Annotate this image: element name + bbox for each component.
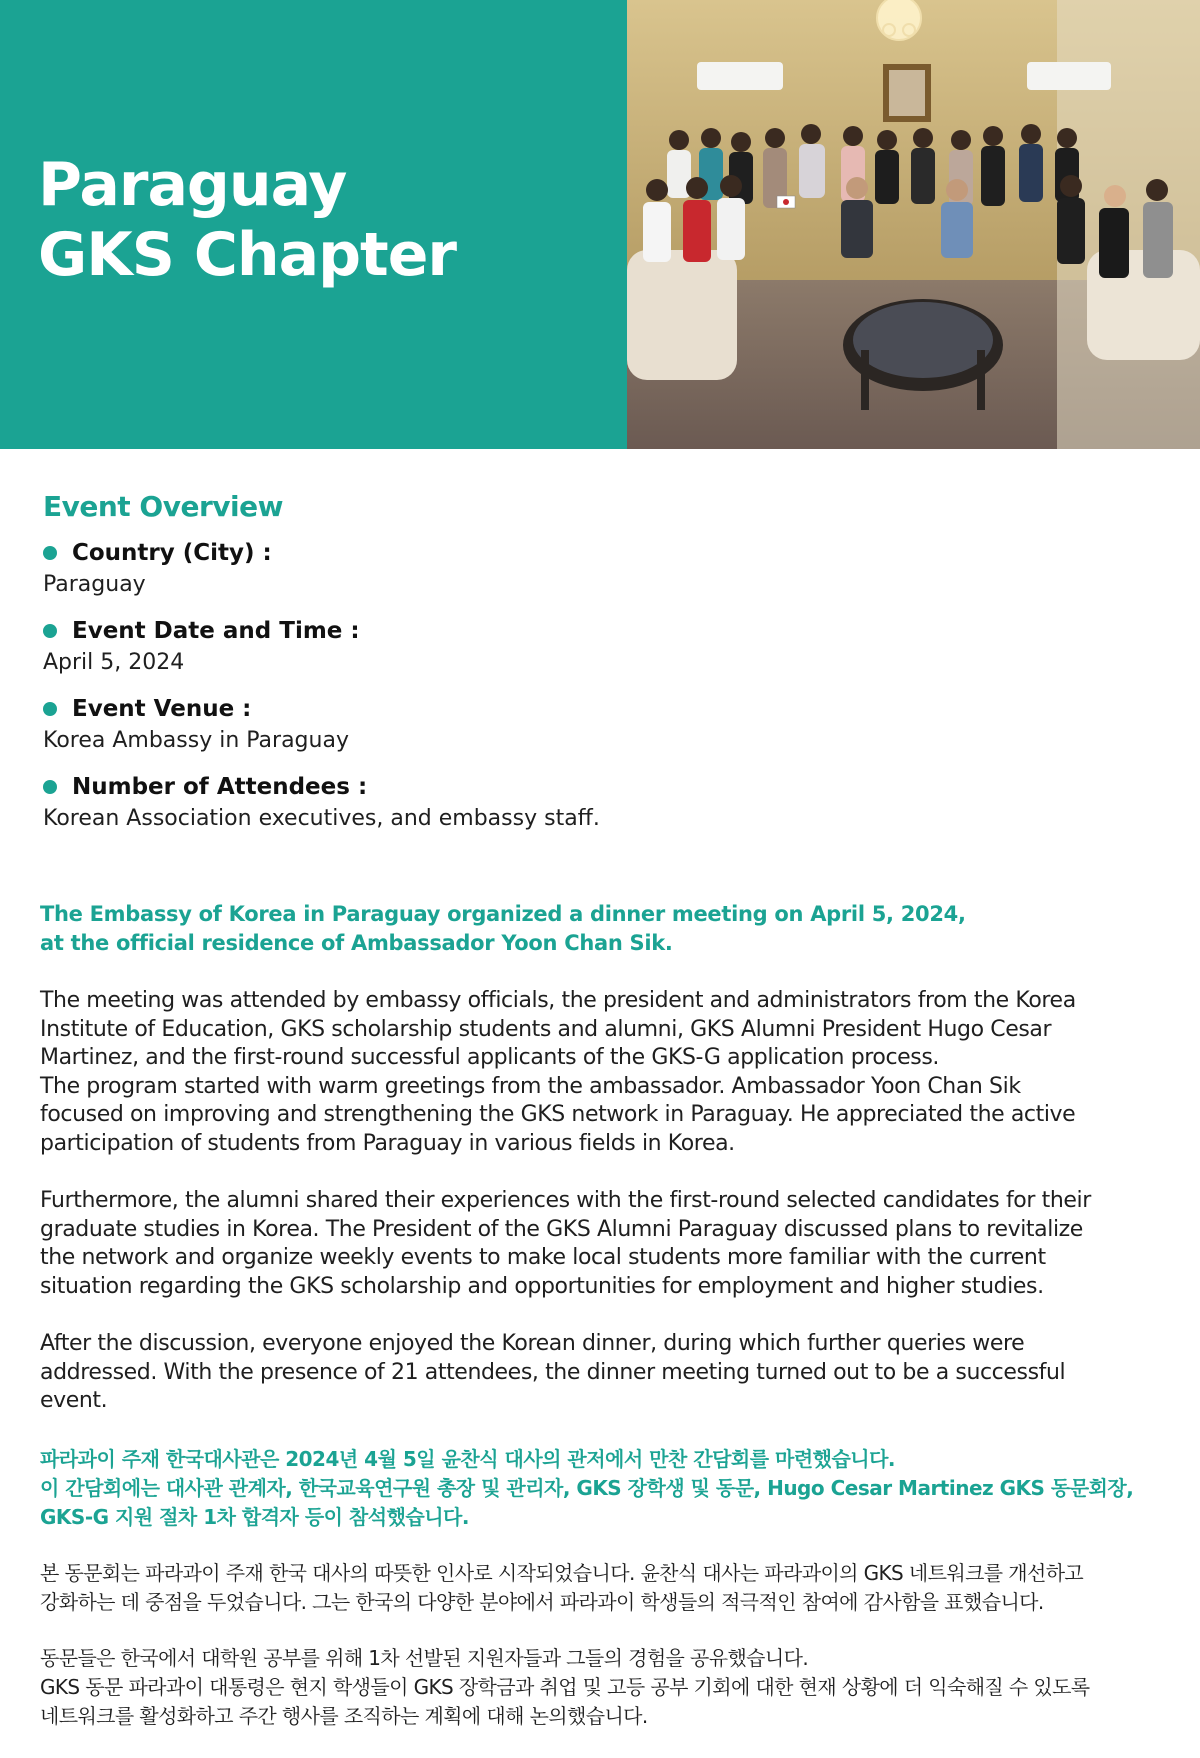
bullet-dot-icon bbox=[43, 702, 57, 716]
text-line: Institute of Education, GKS scholarship students and alumni, GKS Alumni President Hugo Cesar bbox=[40, 1016, 1052, 1042]
bullet-dot-icon bbox=[43, 780, 57, 794]
text-line: The program started with warm greetings from the ambassador. Ambassador Yoon Chan Sik bbox=[40, 1073, 1021, 1099]
text-line: 강화하는 데 중점을 두었습니다. 그는 한국의 다양한 분야에서 파라과이 학생들의 적극적인 참여에 감사함을 표했습니다. bbox=[40, 1589, 1044, 1614]
body-paragraph-3 bbox=[40, 1330, 1160, 1416]
event-overview bbox=[43, 490, 1143, 849]
overview-item-country bbox=[43, 537, 1143, 601]
text-line: 파라과이 주재 한국대사관은 2024년 4월 5일 윤찬식 대사의 관저에서 만찬 간담회를 마련했습니다. bbox=[40, 1446, 896, 1471]
text-line: 이 간담회에는 대사관 관계자, 한국교육연구원 총장 및 관리자, GKS 장학생 및 동문, Hugo Cesar Martinez GKS 동문회장, bbox=[40, 1475, 1134, 1500]
text-line: The meeting was attended by embassy officials, the president and administrators from the Korea bbox=[40, 988, 1076, 1013]
text-line: GKS 동문 파라과이 대통령은 현지 학생들이 GKS 장학금과 취업 및 고등 공부 기회에 대한 현재 상황에 더 익숙해질 수 있도록 bbox=[40, 1674, 1090, 1699]
overview-value: Korea Ambassy in Paraguay bbox=[43, 728, 349, 753]
overview-value: April 5, 2024 bbox=[43, 650, 185, 675]
hero-banner bbox=[0, 0, 1200, 449]
text-line: addressed. With the presence of 21 attendees, the dinner meeting turned out to be a successful bbox=[40, 1359, 1066, 1385]
overview-label: Event Venue : bbox=[72, 696, 252, 722]
text-line: event. bbox=[40, 1388, 108, 1413]
overview-value: Paraguay bbox=[43, 572, 146, 597]
title-line-1: Paraguay bbox=[38, 150, 347, 220]
title-panel bbox=[0, 0, 627, 449]
overview-label: Number of Attendees : bbox=[72, 774, 368, 800]
text-line: GKS-G 지원 절차 1차 합격자 등이 참석했습니다. bbox=[40, 1504, 469, 1529]
bullet-dot-icon bbox=[43, 546, 57, 560]
group-photo bbox=[627, 0, 1200, 449]
text-line: situation regarding the GKS scholarship and opportunities for employment and higher studies. bbox=[40, 1273, 1044, 1299]
text-line: 동문들은 한국에서 대학원 공부를 위해 1차 선발된 지원자들과 그들의 경험을 공유했습니다. bbox=[40, 1645, 809, 1670]
lead-paragraph bbox=[40, 900, 1160, 958]
overview-item-attendees bbox=[43, 771, 1143, 835]
overview-item-date bbox=[43, 615, 1143, 679]
overview-label: Country (City) : bbox=[72, 540, 272, 566]
page-title bbox=[38, 150, 456, 290]
overview-item-venue bbox=[43, 693, 1143, 757]
body-paragraph-2 bbox=[40, 1187, 1160, 1301]
text-line: 네트워크를 활성화하고 주간 행사를 조직하는 계획에 대해 논의했습니다. bbox=[40, 1703, 648, 1728]
text-line: the network and organize weekly events to make local students more familiar with the current bbox=[40, 1245, 1046, 1270]
text-line: at the official residence of Ambassador Yoon Chan Sik. bbox=[40, 931, 673, 955]
title-line-2: GKS Chapter bbox=[38, 220, 456, 290]
overview-value: Korean Association executives, and embassy staff. bbox=[43, 806, 600, 831]
body-paragraph-korean-1 bbox=[40, 1559, 1160, 1617]
text-line: After the discussion, everyone enjoyed the Korean dinner, during which further queries were bbox=[40, 1331, 1025, 1356]
text-line: focused on improving and strengthening the GKS network in Paraguay. He appreciated the active bbox=[40, 1102, 1076, 1127]
text-line: 본 동문회는 파라과이 주재 한국 대사의 따뜻한 인사로 시작되었습니다. 윤찬식 대사는 파라과이의 GKS 네트워크를 개선하고 bbox=[40, 1560, 1084, 1585]
lead-paragraph-korean bbox=[40, 1445, 1160, 1532]
body-paragraph-1 bbox=[40, 987, 1160, 1158]
text-line: The Embassy of Korea in Paraguay organized a dinner meeting on April 5, 2024, bbox=[40, 902, 966, 926]
text-line: graduate studies in Korea. The President of the GKS Alumni Paraguay discussed plans to revitalize bbox=[40, 1216, 1083, 1242]
bullet-dot-icon bbox=[43, 624, 57, 638]
text-line: participation of students from Paraguay in various fields in Korea. bbox=[40, 1130, 735, 1156]
text-line: Furthermore, the alumni shared their experiences with the first-round selected candidates for their bbox=[40, 1188, 1091, 1213]
body-paragraph-korean-2 bbox=[40, 1644, 1160, 1731]
overview-label: Event Date and Time : bbox=[72, 618, 360, 644]
overview-heading: Event Overview bbox=[43, 490, 283, 523]
article-body bbox=[40, 900, 1160, 1758]
text-line: Martinez, and the first-round successful applicants of the GKS-G application process. bbox=[40, 1045, 940, 1070]
